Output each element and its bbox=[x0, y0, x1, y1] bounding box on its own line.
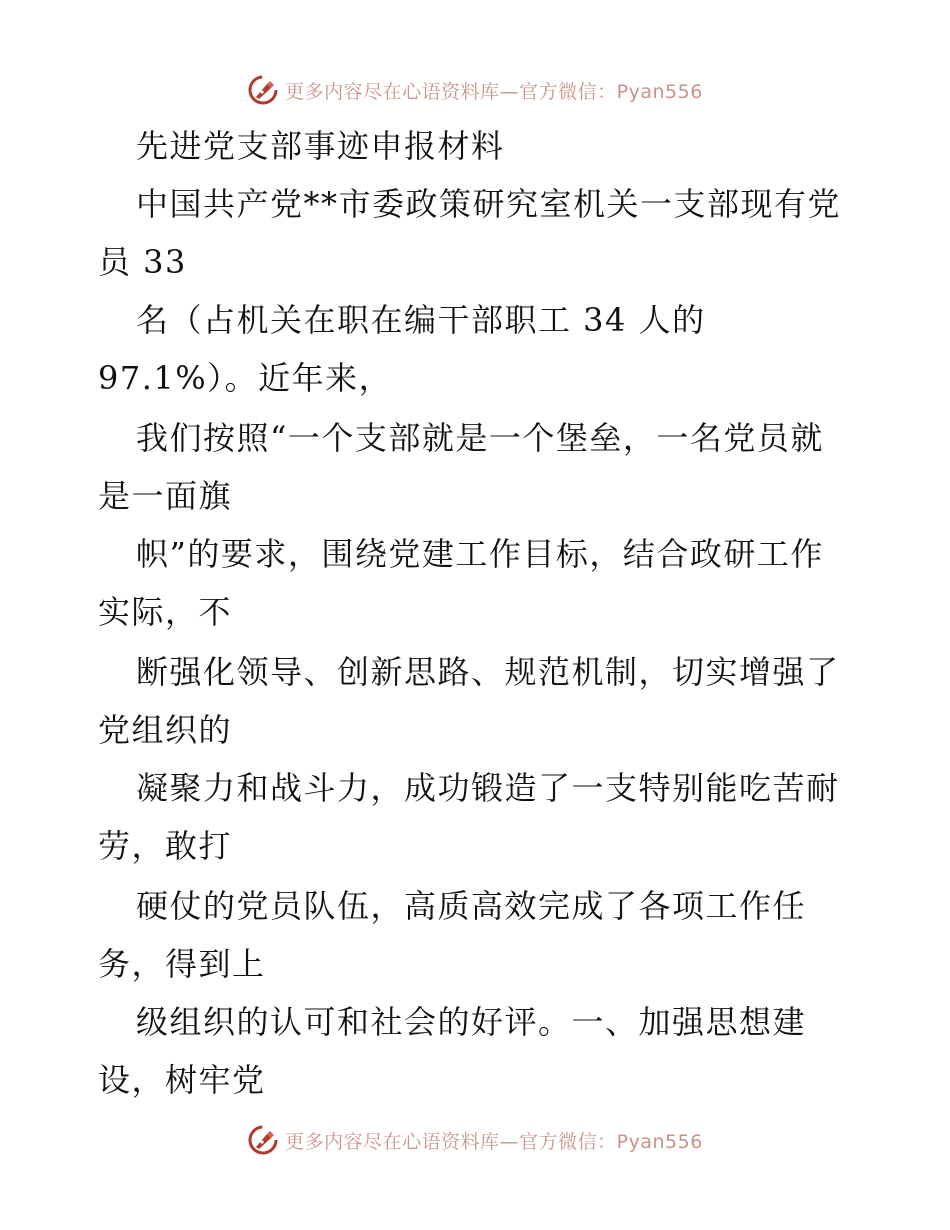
text-line: 帜”的要求，围绕党建工作目标，结合政研工作 bbox=[136, 535, 824, 573]
text-line: 设，树牢党 bbox=[98, 1061, 266, 1099]
watermark-text: 更多内容尽在心语资料库—官方微信：Pyan556 bbox=[285, 80, 703, 103]
text-line: 务，得到上 bbox=[98, 945, 266, 983]
text-line: 中国共产党**市委政策研究室机关一支部现有党 bbox=[136, 185, 842, 223]
text-line: 员 33 bbox=[98, 243, 187, 281]
text-line: 实际，不 bbox=[98, 593, 233, 631]
text-line: 劳，敢打 bbox=[98, 827, 233, 865]
text-line: 97.1%）。近年来， bbox=[98, 359, 393, 397]
text-line: 党组织的 bbox=[98, 711, 233, 749]
footer-watermark bbox=[0, 1120, 950, 1160]
watermark-text: 更多内容尽在心语资料库—官方微信：Pyan556 bbox=[285, 1130, 703, 1153]
text-line: 我们按照“一个支部就是一个堡垒，一名党员就 bbox=[136, 419, 824, 457]
text-line: 硬仗的党员队伍，高质高效完成了各项工作任 bbox=[136, 887, 807, 925]
pen-nib-logo-icon bbox=[247, 1124, 279, 1156]
header-watermark bbox=[0, 70, 950, 110]
text-line: 名（占机关在职在编干部职工 34 人的 bbox=[136, 301, 706, 339]
text-line: 是一面旗 bbox=[98, 477, 233, 515]
pen-nib-logo-icon bbox=[247, 74, 279, 106]
text-line: 级组织的认可和社会的好评。一、加强思想建 bbox=[136, 1003, 807, 1041]
text-line: 凝聚力和战斗力，成功锻造了一支特别能吃苦耐 bbox=[136, 769, 840, 807]
document-title: 先进党支部事迹申报材料 bbox=[136, 127, 505, 165]
text-line: 断强化领导、创新思路、规范机制，切实增强了 bbox=[136, 653, 840, 691]
